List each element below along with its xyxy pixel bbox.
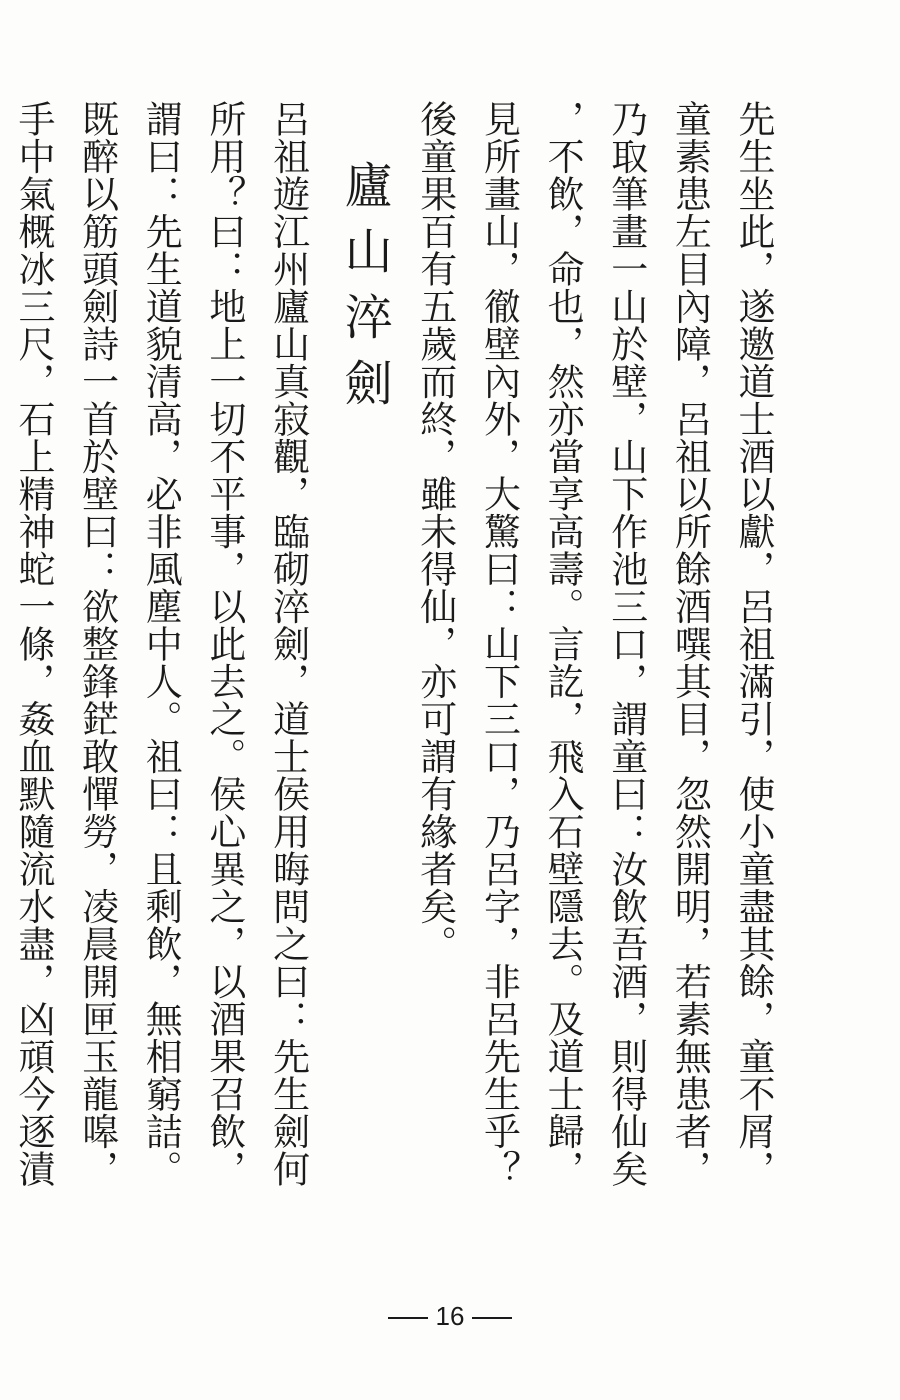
- text-column: 既醉以筋頭劍詩一首於壁曰：欲整鋒鋩敢憚勞，凌晨開匣玉龍嗥，: [75, 100, 119, 1188]
- dash-right: [472, 1317, 512, 1319]
- page-number: 16: [435, 1301, 465, 1331]
- text-column: 所用？曰：地上一切不平事，以此去之。侯心異之，以酒果召飲，: [202, 100, 246, 1188]
- text-column: 童素患左目內障，呂祖以所餘酒噀其目，忽然開明，若素無患者，: [668, 100, 712, 1188]
- section-title: 廬山淬劍: [336, 160, 393, 424]
- text-column: 後童果百有五歲而終，雖未得仙，亦可謂有緣者矣。: [413, 100, 457, 963]
- page-number-footer: [0, 1301, 900, 1332]
- text-column: 見所畫山，徹壁內外，大驚曰：山下三口，乃呂字，非呂先生乎？: [477, 100, 521, 1188]
- text-column: 乃取筆畫一山於壁，山下作池三口，謂童曰：汝飲吾酒，則得仙矣: [604, 100, 648, 1188]
- dash-left: [388, 1317, 428, 1319]
- text-column: 手中氣概冰三尺，石上精神蛇一條，姦血默隨流水盡，凶頑今逐漬: [12, 100, 55, 1188]
- text-column: 先生坐此，遂邀道士酒以獻，呂祖滿引，使小童盡其餘，童不屑，: [732, 100, 775, 1188]
- vertical-text-body: [0, 100, 780, 1300]
- text-column: ，不飲，命也，然亦當享高壽。言訖，飛入石壁隱去。及道士歸，: [541, 100, 585, 1188]
- text-column: 呂祖遊江州廬山真寂觀，臨砌淬劍，道士侯用晦問之曰：先生劍何: [266, 100, 310, 1188]
- text-column: 謂曰：先生道貌清高，必非風塵中人。祖曰：且剩飲，無相窮詰。: [139, 100, 183, 1188]
